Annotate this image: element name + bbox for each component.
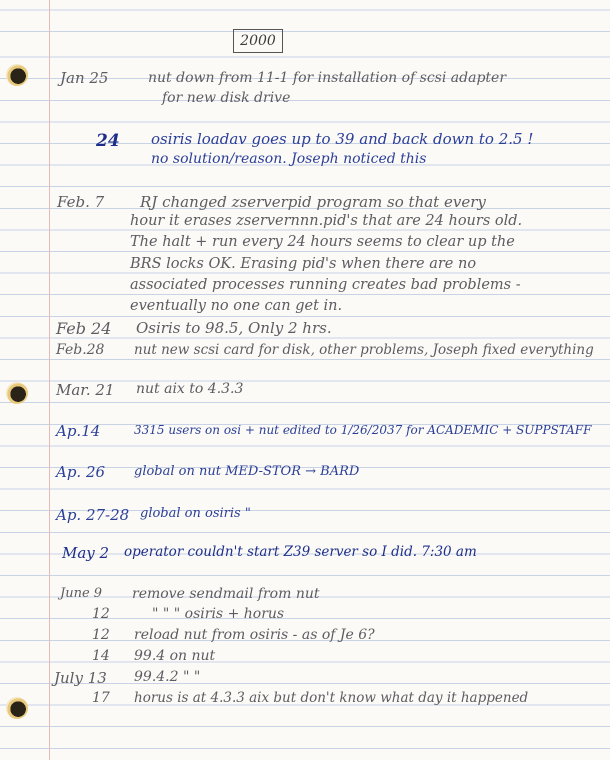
entry-text: global on osiris " [140,506,251,521]
margin-line [49,0,50,760]
entry-text: associated processes running creates bad problems - [130,277,521,293]
entry-date: Ap.14 [56,422,101,440]
entry-date: 12 [92,606,110,622]
entry-text: osiris loadav goes up to 39 and back down to 2.5 ! [151,130,534,148]
entry-text: 99.4 on nut [134,648,216,664]
entry-date: 14 [92,648,110,664]
entry-text: no solution/reason. Joseph noticed this [151,151,427,167]
year-heading: 2000 [233,29,283,53]
entry-date: Feb.28 [56,342,105,358]
entry-text: 99.4.2 " " [134,669,201,685]
entry-text: global on nut MED-STOR → BARD [134,464,360,479]
entry-date: 24 [96,131,120,151]
entry-text: nut aix to 4.3.3 [136,381,244,397]
entry-date: Feb. 7 [57,193,105,211]
entry-text: operator couldn't start Z39 server so I did. 7:30 am [124,544,477,560]
entry-date: 12 [92,627,110,643]
entry-text: remove sendmail from nut [132,586,320,602]
binder-hole [6,382,28,404]
binder-hole [6,64,28,86]
entry-text: horus is at 4.3.3 aix but don't know what day it happened [134,690,529,706]
entry-text: nut down from 11-1 for installation of scsi adapter [148,70,507,86]
entry-text: " " " osiris + horus [152,606,285,622]
entry-date: Feb 24 [56,319,112,338]
entry-text: Osiris to 98.5, Only 2 hrs. [136,319,332,337]
entry-date: Ap. 26 [56,463,106,481]
entry-text: eventually no one can get in. [130,298,343,314]
entry-text: 3315 users on osi + nut edited to 1/26/2037 for ACADEMIC + SUPPSTAFF [134,423,592,437]
entry-date: Ap. 27-28 [56,506,130,524]
entry-text: hour it erases zservernnn.pid's that are 24 hours old. [130,213,523,229]
entry-text: reload nut from osiris - as of Je 6? [134,627,375,643]
entry-date: July 13 [54,669,107,687]
entry-date: 17 [92,690,110,706]
entry-text: nut new scsi card for disk, other problems, Joseph fixed everything [134,342,594,358]
entry-text: RJ changed zserverpid program so that every [140,193,486,211]
entry-date: May 2 [62,544,110,562]
binder-hole [6,697,28,719]
entry-date: Mar. 21 [56,381,115,399]
entry-text: BRS locks OK. Erasing pid's when there are no [130,256,477,272]
entry-text: The halt + run every 24 hours seems to clear up the [130,234,515,250]
entry-date: Jan 25 [60,69,109,87]
entry-date: June 9 [60,586,103,601]
entry-text: for new disk drive [162,90,291,106]
